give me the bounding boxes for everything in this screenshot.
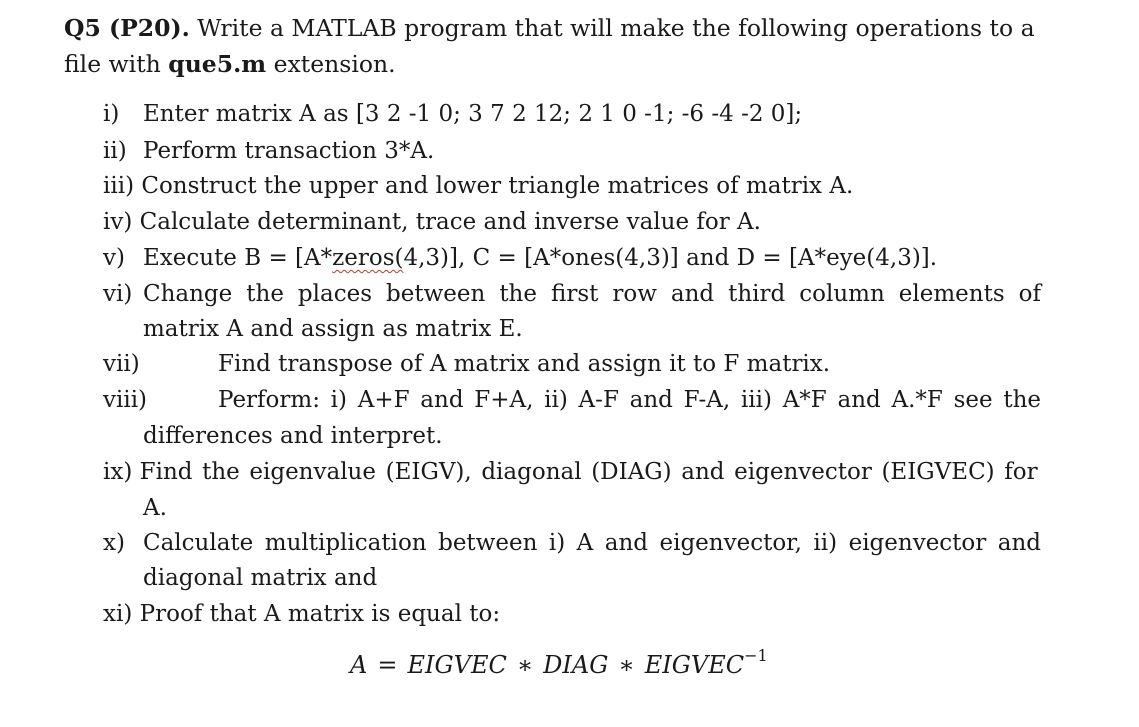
question-label: Q5 (P20).	[64, 14, 190, 42]
spellcheck-word: zeros(	[332, 245, 404, 271]
item-vi-continued: matrix A and assign as matrix E.	[143, 316, 523, 342]
filename: que5.m	[168, 50, 267, 78]
heading-line-1	[64, 10, 1054, 46]
item-iv: iv) Calculate determinant, trace and inverse value for A.	[103, 209, 761, 235]
eigen-decomposition-formula: A = EIGVEC ∗ DIAG ∗ $EIGVEC^{-1}$	[350, 646, 768, 679]
item-vi: vi) Change the places between the first row and third column elements of	[103, 281, 1041, 307]
item-vii: vii) Find transpose of A matrix and assign it to F matrix.	[103, 351, 831, 377]
item-ix-continued: A.	[143, 495, 167, 521]
item-ii: ii) Perform transaction 3*A.	[103, 138, 435, 164]
item-x: x) Calculate multiplication between i) A and eigenvector, ii) eigenvector and	[103, 530, 1041, 556]
heading-line-2: file with que5.m extension.	[64, 50, 396, 78]
item-xi: xi) Proof that A matrix is equal to:	[103, 601, 501, 627]
item-ix: ix) Find the eigenvalue (EIGV), diagonal (DIAG) and eigenvector (EIGVEC) for	[103, 459, 1038, 485]
item-x-continued: diagonal matrix and	[143, 565, 378, 591]
question-intro: Write a MATLAB program that will make the following operations to a	[197, 14, 1035, 42]
item-i: i) Enter matrix A as [3 2 -1 0; 3 7 2 12; 2 1 0 -1; -6 -4 -2 0];	[103, 101, 803, 127]
item-viii: viii) Perform: i) A+F and F+A, ii) A-F and F-A, iii) A*F and A.*F see the	[103, 387, 1041, 413]
item-v: v) Execute B = [A*zeros(4,3)], C = [A*ones(4,3)] and D = [A*eye(4,3)].	[103, 245, 938, 271]
item-iii: iii) Construct the upper and lower triangle matrices of matrix A.	[103, 173, 854, 199]
question-heading	[64, 10, 1054, 82]
item-viii-continued: differences and interpret.	[143, 423, 443, 449]
